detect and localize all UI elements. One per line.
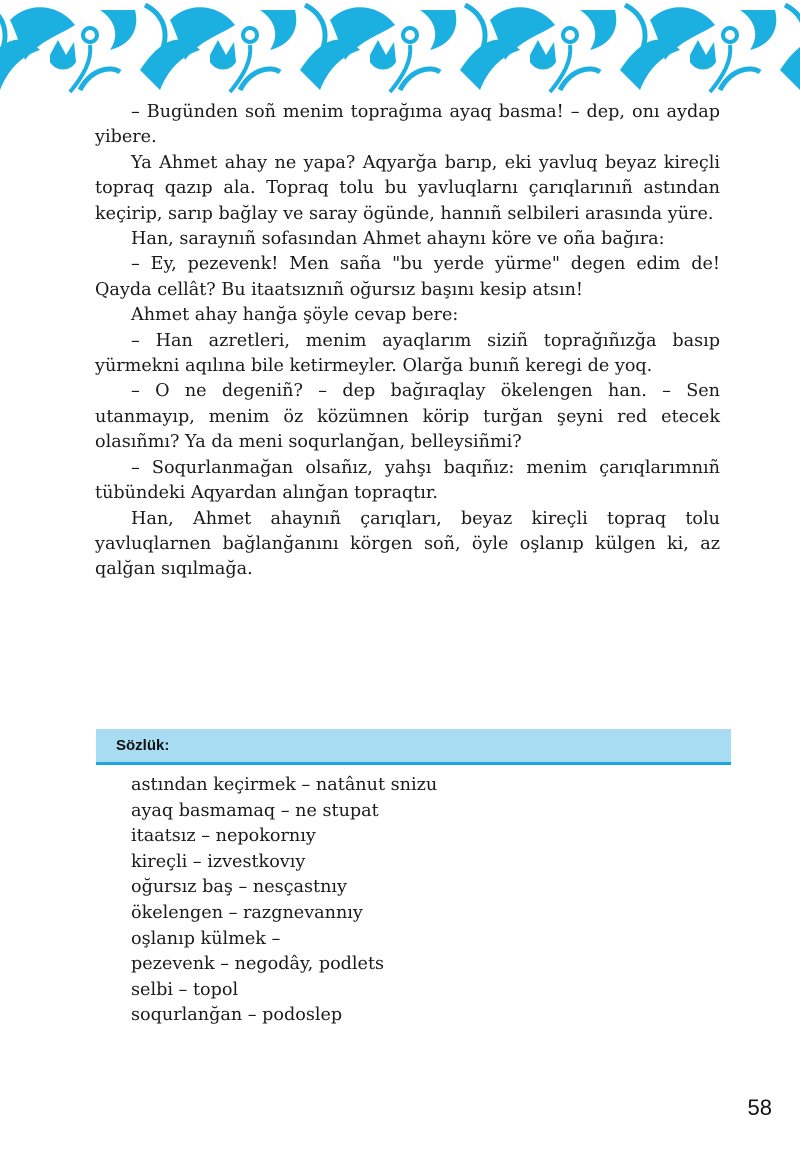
story-paragraph: – Bugünden soñ menim toprağıma ayaq basma! – dep, onı aydap yibere. xyxy=(95,102,720,148)
glossary-entry: ökelengen – razgnevannıy xyxy=(131,902,363,923)
glossary-header-band xyxy=(96,729,731,765)
story-paragraph: Ya Ahmet ahay ne yapa? Aqyarğa barıp, eki yavluq beyaz kireçli topraq qazıp ala. Topraq tolu bu yavluqlarnı çarıqlarınıñ astından keçirip, sarıp bağlay ve saray ögünde, hannıñ selbileri arasında yüre. xyxy=(95,152,720,224)
glossary-entry: selbi – topol xyxy=(131,979,239,1000)
glossary-list xyxy=(131,773,691,1029)
glossary-entry: oğursız baş – nesçastnıy xyxy=(131,877,347,898)
story-paragraph: – O ne degeniñ? – dep bağıraqlay ökelengen han. – Sen utanmayıp, menim öz közümnen körip turğan şeyni red etecek olasıñmı? Ya da meni soqurlanğan, belleysiñmi? xyxy=(95,381,720,453)
glossary-entry: astından keçirmek – natânut snizu xyxy=(131,775,438,795)
glossary-entry: kireçli – izvestkovıy xyxy=(131,851,306,872)
story-paragraph: – Han azretleri, menim ayaqlarım siziñ toprağıñızğa basıp yürmekni aqılına bile ketirmeyler. Olarğa bunıñ keregi de yoq. xyxy=(95,330,720,377)
story-paragraph: Ahmet ahay hanğa şöyle cevap bere: xyxy=(131,305,459,326)
story-text xyxy=(95,100,720,583)
glossary-entry: itaatsız – nepokornıy xyxy=(131,826,316,847)
glossary-entry: soqurlanğan – podoslep xyxy=(131,1005,343,1026)
floral-pattern-icon xyxy=(0,0,800,100)
page-number: 58 xyxy=(747,1095,772,1120)
story-paragraph: Han, Ahmet ahaynıñ çarıqları, beyaz kireçli topraq tolu yavluqlarnen bağlanğanını körgen soñ, öyle oşlanıp külgen ki, az qalğan sıqılmağa. xyxy=(95,508,720,580)
story-paragraph: – Ey, pezevenk! Men saña "bu yerde yürme" degen edim de! Qayda cellât? Bu itaatsıznıñ oğursız başını kesip atsın! xyxy=(95,254,720,300)
glossary-entry: pezevenk – negodây, podlets xyxy=(131,954,385,975)
story-paragraph: – Soqurlanmağan olsañız, yahşı baqıñız: menim çarıqlarımnıñ tübündeki Aqyardan alınğan topraqtır. xyxy=(95,457,720,504)
story-paragraph: Han, saraynıñ sofasından Ahmet ahaynı köre ve oña bağıra: xyxy=(131,229,665,250)
glossary-entry: ayaq basmamaq – ne stupat xyxy=(131,800,379,821)
glossary-title: Sözlük: xyxy=(116,737,170,754)
decorative-floral-border xyxy=(0,0,800,100)
glossary-entry: oşlanıp külmek – xyxy=(131,928,281,949)
